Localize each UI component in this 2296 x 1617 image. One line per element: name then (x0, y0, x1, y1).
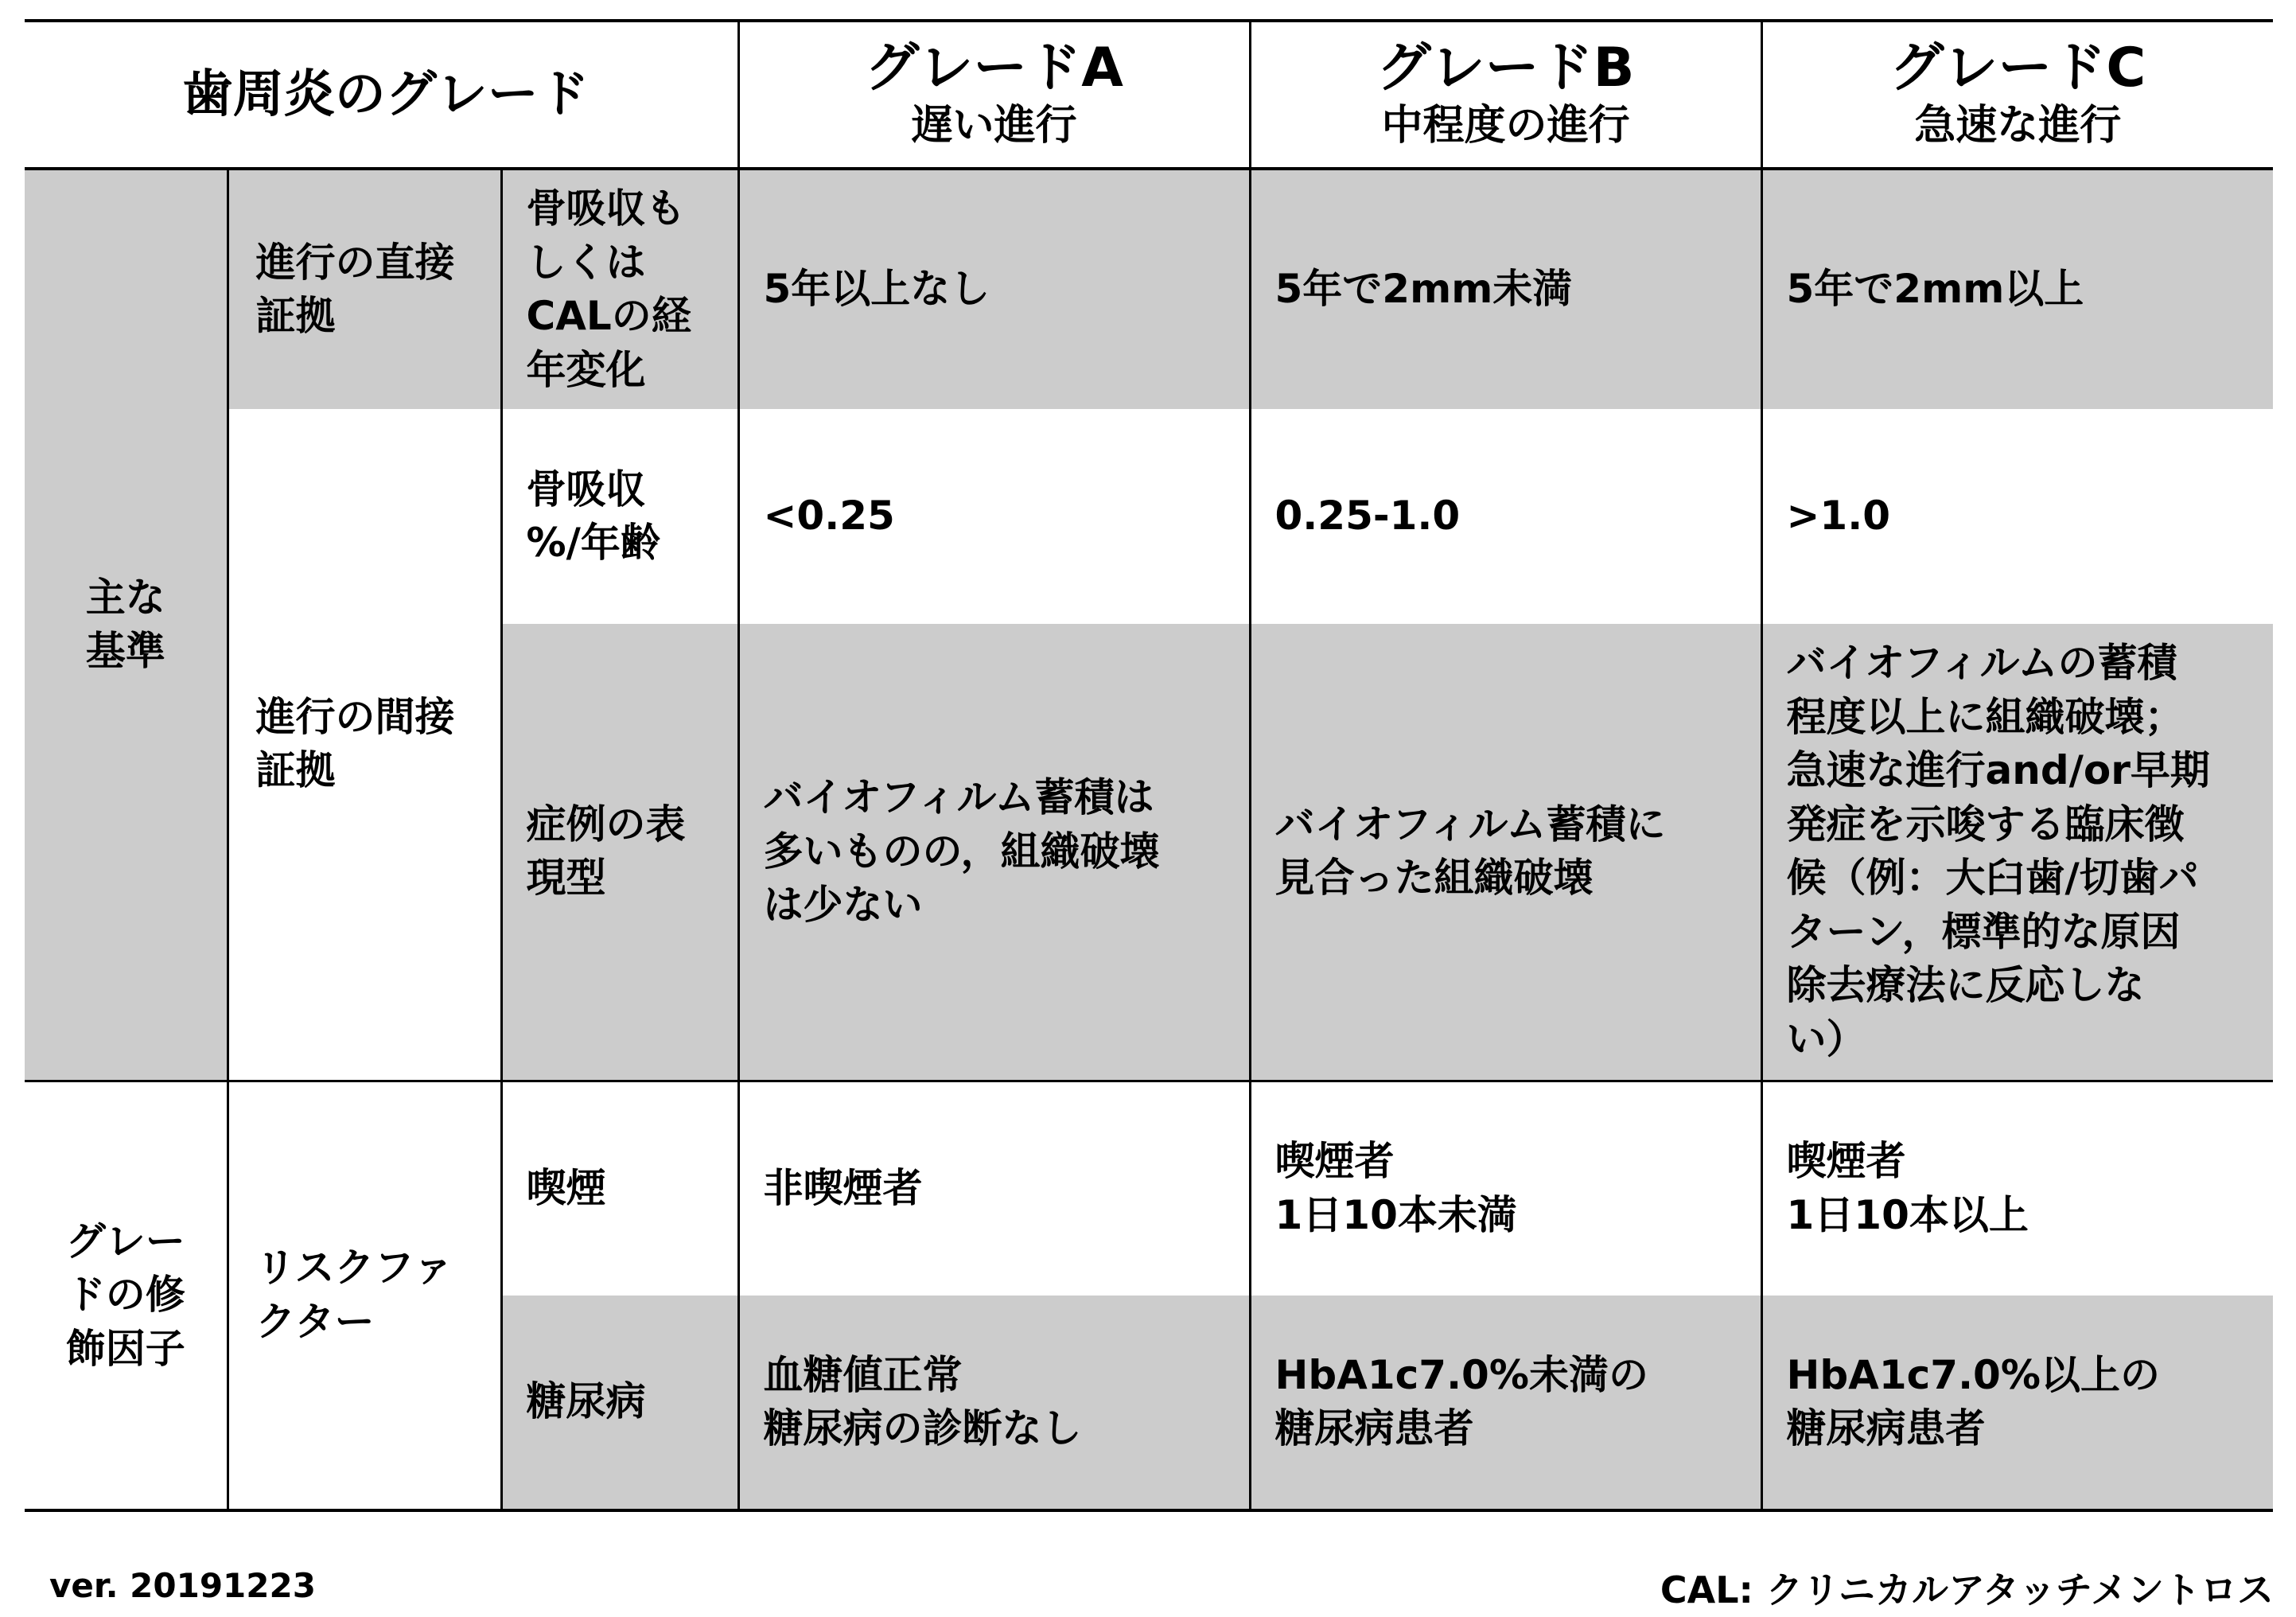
table-title: 歯周炎のグレード (25, 21, 738, 169)
grade-a-subtitle: 遅い進行 (911, 101, 1077, 150)
row-item-diabetes (501, 1296, 738, 1510)
section-grade-modifiers-label: グレー ドの修 飾因子 (65, 1218, 185, 1372)
cell-value: <0.25 (763, 493, 895, 540)
grade-a-header (738, 21, 1250, 169)
cell-grade-c (1761, 1081, 2273, 1296)
cell-value: 血糖値正常 糖尿病の診断なし (763, 1351, 1082, 1451)
cell-value: 5年で2mm以上 (1786, 266, 2084, 313)
row-item-bone-loss-cal (501, 169, 738, 409)
cell-grade-a (738, 1081, 1250, 1296)
cell-grade-b (1250, 169, 1761, 409)
group-direct-evidence-label: 進行の直接 証拠 (255, 239, 455, 339)
cell-grade-c (1761, 624, 2273, 1081)
cell-grade-b (1250, 1081, 1761, 1296)
cell-value: HbA1c7.0%以上の 糖尿病患者 (1786, 1351, 2160, 1451)
grade-b-name: グレードB (1376, 37, 1635, 100)
cell-value: 非喫煙者 (763, 1165, 923, 1211)
cell-value: 0.25-1.0 (1274, 493, 1461, 540)
cell-value: HbA1c7.0%未満の 糖尿病患者 (1274, 1351, 1648, 1451)
row-item-label: 骨吸収 %/年齢 (526, 466, 660, 566)
section-main-criteria (25, 169, 228, 1081)
cell-grade-b (1250, 624, 1761, 1081)
cell-grade-c (1761, 1296, 2273, 1510)
grade-c-subtitle: 急速な進行 (1914, 101, 2122, 150)
cell-value: バイオフィルム蓄積に 見合った組織破壊 (1274, 801, 1666, 902)
cell-grade-b (1250, 409, 1761, 624)
cell-grade-b (1250, 1296, 1761, 1510)
table-header-row (25, 21, 2273, 169)
group-risk-factors-label: リスクファ クター (255, 1245, 453, 1345)
row-item-phenotype (501, 624, 738, 1081)
cell-value: バイオフィルムの蓄積 程度以上に組織破壊； 急速な進行and/or早期 発症を示唆する臨床徴 候（例：大臼歯/切歯パ ターン，標準的な原因 除去療法に反応しな い） (1786, 640, 2210, 1062)
cell-grade-a (738, 169, 1250, 409)
cell-value: 5年以上なし (763, 266, 990, 313)
table-row (25, 169, 2273, 409)
version-label: ver. 20191223 (49, 1566, 316, 1605)
cell-grade-a (738, 409, 1250, 624)
cal-abbreviation-note: CAL: クリニカルアタッチメントロス (1660, 1568, 2274, 1611)
table-row (25, 1081, 2273, 1296)
section-grade-modifiers (25, 1081, 228, 1510)
cell-value: >1.0 (1786, 493, 1890, 540)
grade-b-subtitle: 中程度の進行 (1381, 101, 1630, 150)
group-indirect-evidence (228, 409, 501, 1081)
row-item-label: 糖尿病 (526, 1378, 646, 1425)
cell-grade-c (1761, 169, 2273, 409)
periodontitis-grade-table (25, 19, 2273, 1512)
section-main-criteria-label: 主な 基準 (85, 574, 165, 675)
grade-c-header (1761, 21, 2273, 169)
cell-grade-a (738, 624, 1250, 1081)
cell-grade-a (738, 1296, 1250, 1510)
cell-grade-c (1761, 409, 2273, 624)
row-item-label: 症例の表 現型 (526, 801, 686, 902)
table-row (25, 409, 2273, 624)
group-indirect-evidence-label: 進行の間接 証拠 (255, 693, 455, 794)
grade-c-name: グレードC (1889, 37, 2146, 100)
cell-value: 喫煙者 1日10本未満 (1274, 1138, 1517, 1238)
grade-a-name: グレードA (865, 37, 1123, 100)
group-risk-factors (228, 1081, 501, 1510)
cell-value: 喫煙者 1日10本以上 (1786, 1138, 2029, 1238)
cell-value: 5年で2mm未満 (1274, 266, 1573, 313)
row-item-label: 骨吸収も しくは CALの経 年変化 (526, 185, 691, 393)
group-direct-evidence (228, 169, 501, 409)
grade-b-header (1250, 21, 1761, 169)
grading-table-container (25, 19, 2273, 1512)
row-item-bone-loss-age (501, 409, 738, 624)
row-item-label: 喫煙 (526, 1165, 606, 1211)
row-item-smoking (501, 1081, 738, 1296)
cell-value: バイオフィルム蓄積は 多いものの，組織破壊 は少ない (763, 774, 1160, 928)
